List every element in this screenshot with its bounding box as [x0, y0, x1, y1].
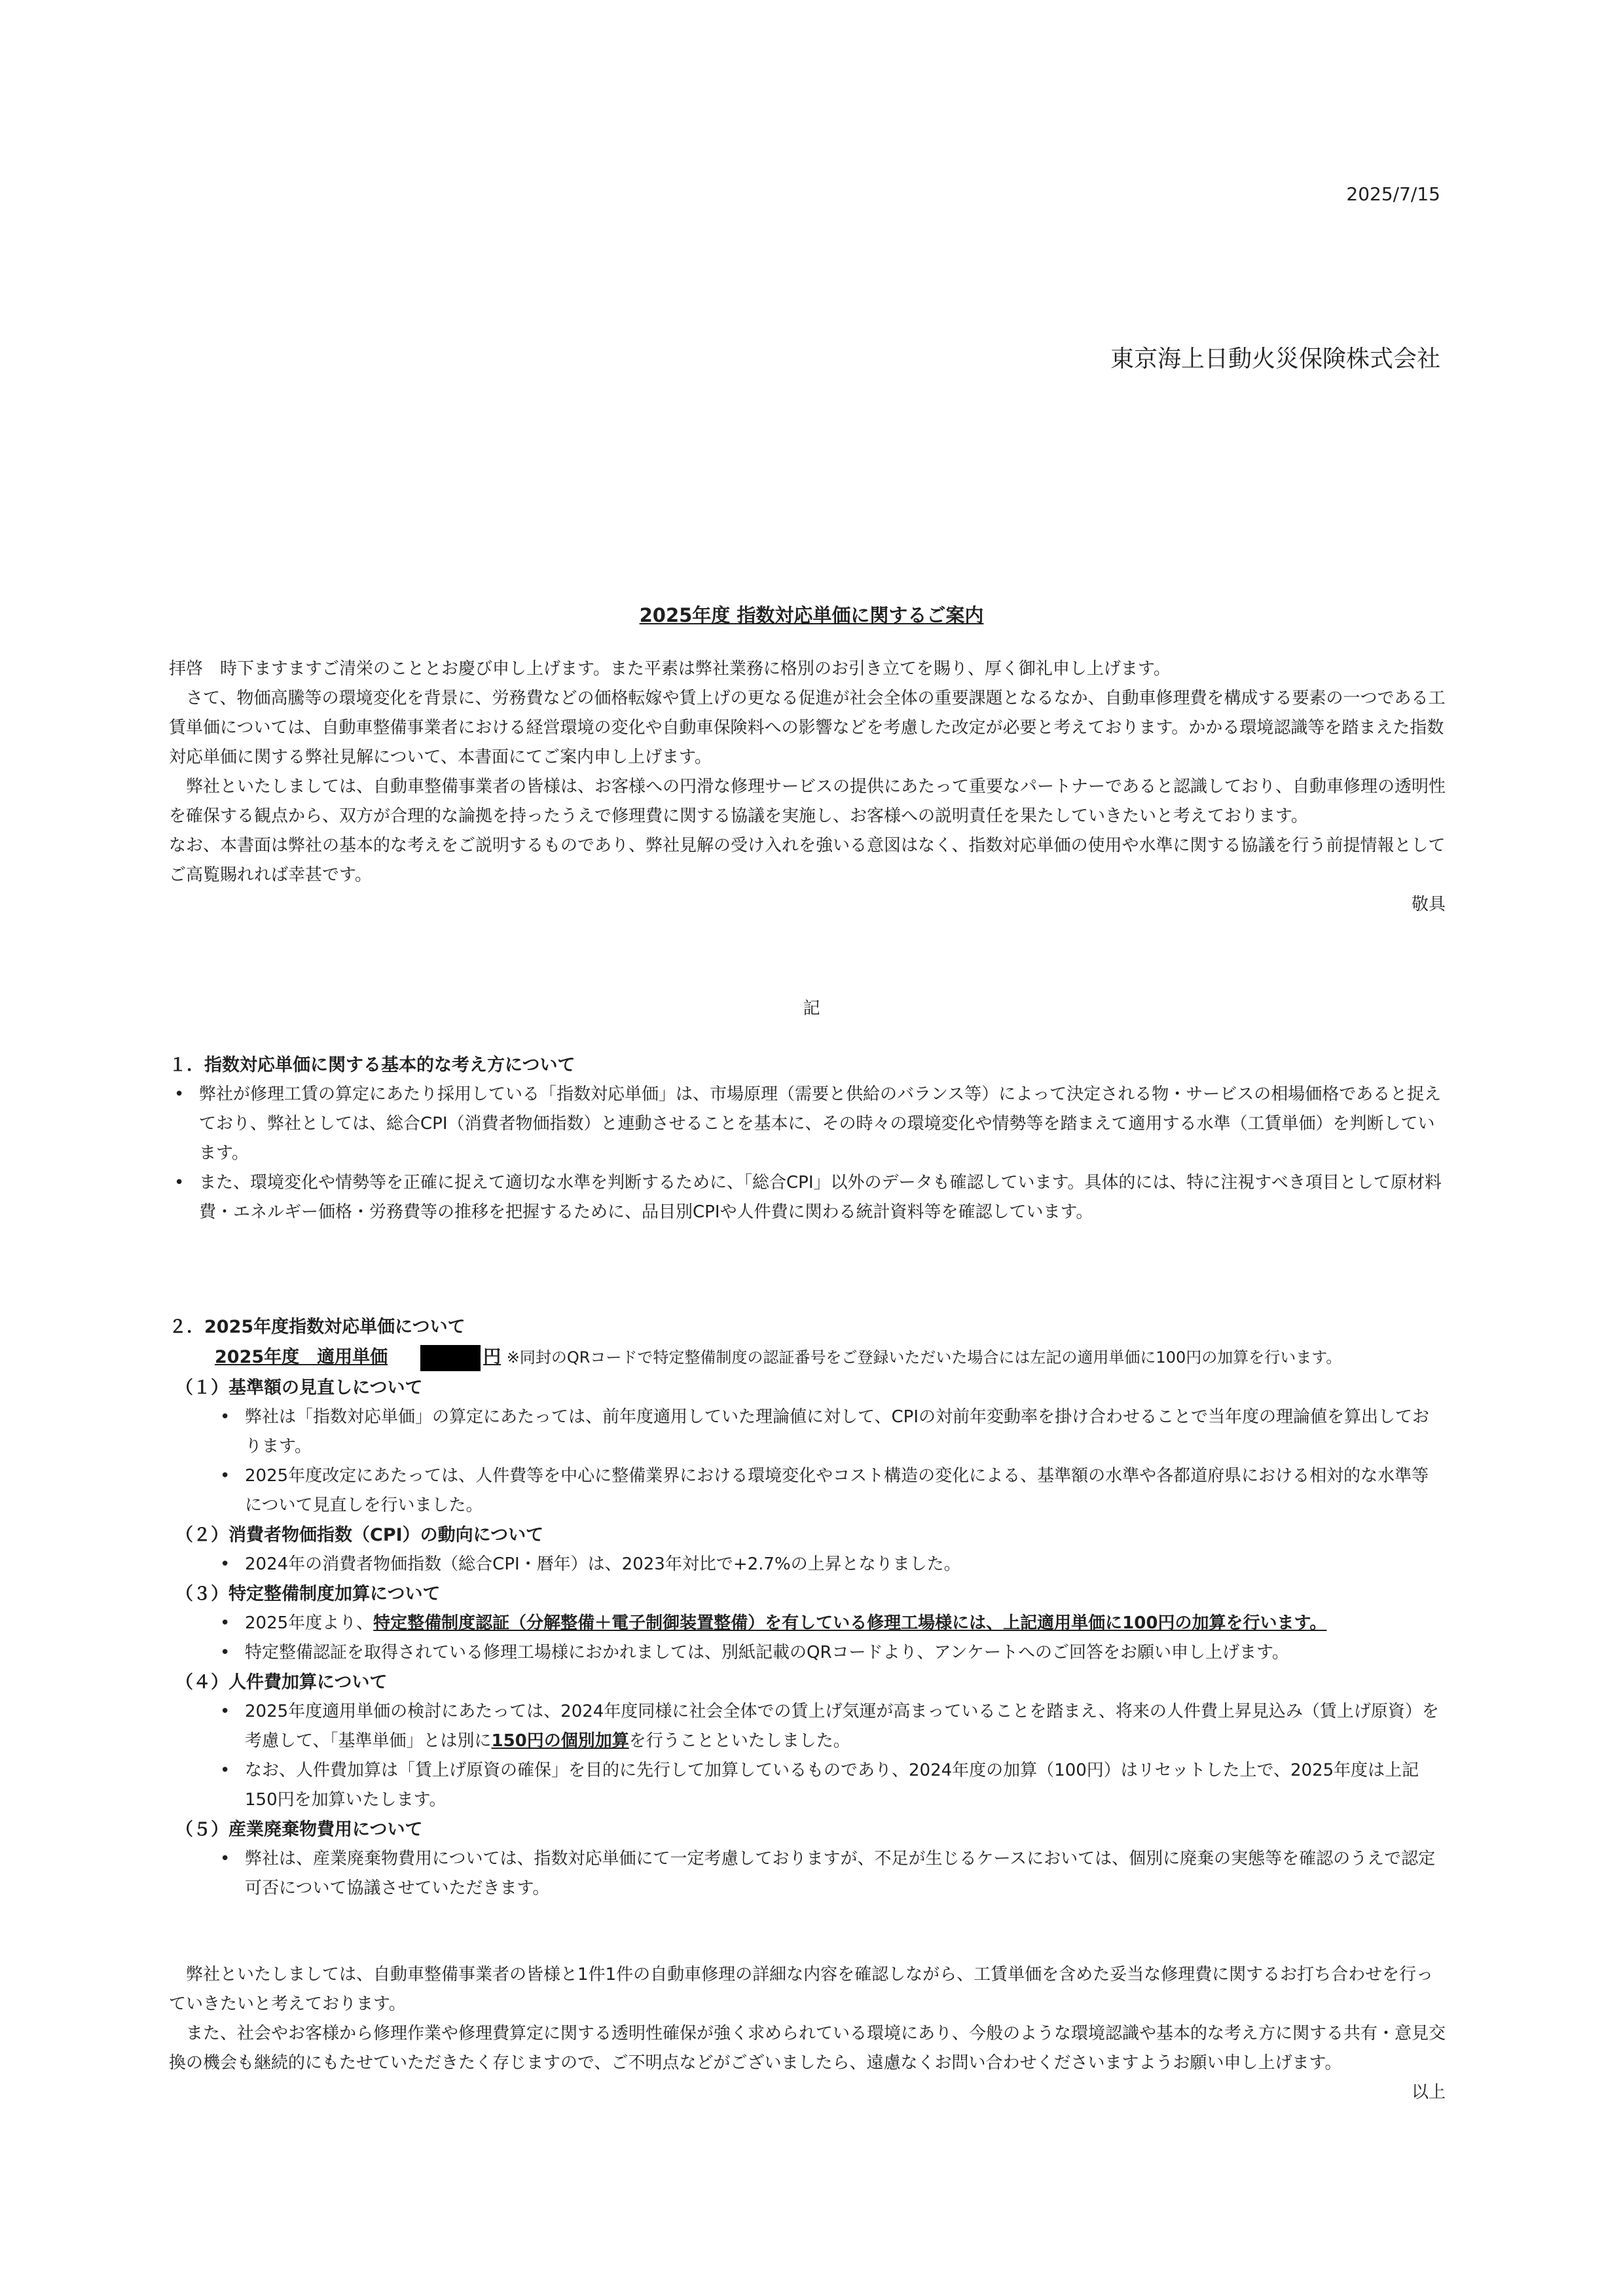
document-title-text: 2025年度 指数対応単価に関するご案内 — [639, 604, 984, 626]
intro-greeting: 拝啓 時下ますますご清栄のこととお慶び申し上げます。また平素は弊社業務に格別のお引き立てを賜り、厚く御礼申し上げます。 — [169, 659, 1171, 679]
subsection-1-bullet-1: • 弊社は「指数対応単価」の算定にあたっては、前年度適用していた理論値に対して、CPIの対前年変動率を掛け合わせることで当年度の理論値を算出しております。 — [215, 1403, 1446, 1462]
subsection-3-bullet-1-text: 2025年度より、 — [245, 1613, 374, 1633]
subsection-5-heading: （５）産業廃棄物費用について — [175, 1820, 423, 1840]
subsection-3-heading: （３）特定整備制度加算について — [175, 1584, 441, 1604]
intro-paragraph-1: さて、物価高騰等の環境変化を背景に、労務費などの価格転嫁や賃上げの更なる促進が社会全体の重要課題となるなか、自動車修理費を構成する要素の一つである工賃単価については、自動車整備事業者における経営環境の変化や自動車保険料への影響などを考慮した改定が必要と考えております。かかる環境認識等を踏まえた指数対応単価に関する弊社見解について、本書面にてご案内申し上げます。 — [169, 689, 1446, 767]
document-title — [0, 601, 1623, 628]
subsection-5-bullet-1: • 弊社は、産業廃棄物費用については、指数対応単価にて一定考慮しておりますが、不足が生じるケースにおいては、個別に廃棄の実態等を確認のうえで認定可否について協議させていただきます。 — [215, 1844, 1446, 1903]
applied-price-label: 2025年度 適用単価 — [215, 1347, 388, 1367]
price-note: ※同封のQRコードで特定整備制度の認証番号をご登録いただいた場合には左記の適用単価に100円の加算を行います。 — [506, 1348, 1342, 1367]
certification-surcharge-emphasis: 特定整備制度認証（分解整備＋電子制御装置整備）を有している修理工場様には、上記適用単価に100円の加算を行います。 — [373, 1613, 1327, 1633]
section-2 — [169, 1312, 1446, 1903]
labor-surcharge-emphasis: 150円の個別加算 — [491, 1731, 629, 1751]
document-date: 2025/7/15 — [1346, 183, 1440, 205]
subsection-4-heading: （４）人件費加算について — [175, 1672, 388, 1693]
subsection-4-bullet-1 — [215, 1697, 1446, 1756]
subsection-2-heading: （２）消費者物価指数（CPI）の動向について — [175, 1525, 544, 1545]
subsection-3-bullet-2: • 特定整備認証を取得されている修理工場様におかれましては、別紙記載のQRコードより、アンケートへのご回答をお願い申し上げます。 — [215, 1638, 1446, 1668]
subsection-2-bullet-1: • 2024年の消費者物価指数（総合CPI・暦年）は、2023年対比で+2.7%の上昇となりました。 — [215, 1550, 1446, 1579]
section-1-bullet-1: • 弊社が修理工賃の算定にあたり採用している「指数対応単価」は、市場原理（需要と供給のバランス等）によって決定される物・サービスの相場価格であると捉えており、弊社としては、総合CPI（消費者物価指数）と連動させることを基本に、その時々の環境変化や情勢等を踏まえて適用する水準（工賃単価）を判断しています。 — [169, 1080, 1446, 1168]
subsection-4-bullet-2: • なお、人件費加算は「賃上げ原資の確保」を目的に先行して加算しているものであり、2024年度の加算（100円）はリセットした上で、2025年度は上記150円を加算いたします。 — [215, 1756, 1446, 1815]
subsection-4-bullet-1-pre: 2025年度適用単価の検討にあたっては、2024年度同様に社会全体での賃上げ気運が高まっていることを踏まえ、将来の人件費上昇見込み（賃上げ原資）を考慮して、「基準単価」とは別に — [245, 1702, 1439, 1751]
subsection-3-bullet-1 — [215, 1609, 1446, 1638]
section-1 — [169, 1050, 1446, 1227]
price-unit: 円 — [483, 1347, 501, 1367]
closing-paragraph-2: また、社会やお客様から修理作業や修理費算定に関する透明性確保が強く求められている環境にあり、今般のような環境認識や基本的な考え方に関する共有・意見交換の機会も継続的にもたせていただきたく存じますので、ご不明点などがございましたら、遠慮なくお問い合わせくださいますようお願い申し上げます。 — [169, 2024, 1446, 2073]
closing-keigu: 敬具 — [1411, 895, 1446, 914]
closing-paragraph-1: 弊社といたしましては、自動車整備事業者の皆様と1件1件の自動車修理の詳細な内容を確認しながら、工賃単価を含めた妥当な修理費に関するお打ち合わせを行っていきたいと考えております。 — [169, 1965, 1434, 2014]
closing-ijou: 以上 — [1411, 2083, 1446, 2102]
redacted-price — [420, 1345, 481, 1371]
subsection-4-bullet-1-post: を行うことといたしました。 — [629, 1731, 850, 1751]
section-1-bullet-2: • また、環境変化や情勢等を正確に捉えて適切な水準を判断するために、「総合CPI」以外のデータも確認しています。具体的には、特に注視すべき項目として原材料費・エネルギー価格・労務費等の推移を把握するために、品目別CPIや人件費に関わる統計資料等を確認しています。 — [169, 1168, 1446, 1227]
subsection-1-bullet-2: • 2025年度改定にあたっては、人件費等を中心に整備業界における環境変化やコスト構造の変化による、基準額の水準や各都道府県における相対的な水準等について見直しを行いました。 — [215, 1462, 1446, 1520]
intro-paragraph-3: なお、本書面は弊社の基本的な考えをご説明するものであり、弊社見解の受け入れを強いる意図はなく、指数対応単価の使用や水準に関する協議を行う前提情報としてご高覧賜れれば幸甚です。 — [169, 836, 1446, 885]
subsection-1-heading: （１）基準額の見直しについて — [175, 1378, 423, 1398]
section-1-heading: １．指数対応単価に関する基本的な考え方について — [169, 1055, 575, 1075]
closing-section — [169, 1960, 1446, 2108]
intro-section — [169, 655, 1446, 920]
intro-paragraph-2: 弊社といたしましては、自動車整備事業者の皆様は、お客様への円滑な修理サービスの提供にあたって重要なパートナーであると認識しており、自動車修理の透明性を確保する観点から、双方が合理的な論拠を持ったうえで修理費に関する協議を実施し、お客様への説明責任を果たしていきたいと考えております。 — [169, 777, 1446, 826]
applied-price-line — [169, 1342, 1446, 1373]
company-name: 東京海上日動火災保険株式会社 — [1110, 346, 1440, 372]
ki-marker: 記 — [803, 999, 820, 1018]
section-2-heading: ２．2025年度指数対応単価について — [169, 1317, 465, 1337]
